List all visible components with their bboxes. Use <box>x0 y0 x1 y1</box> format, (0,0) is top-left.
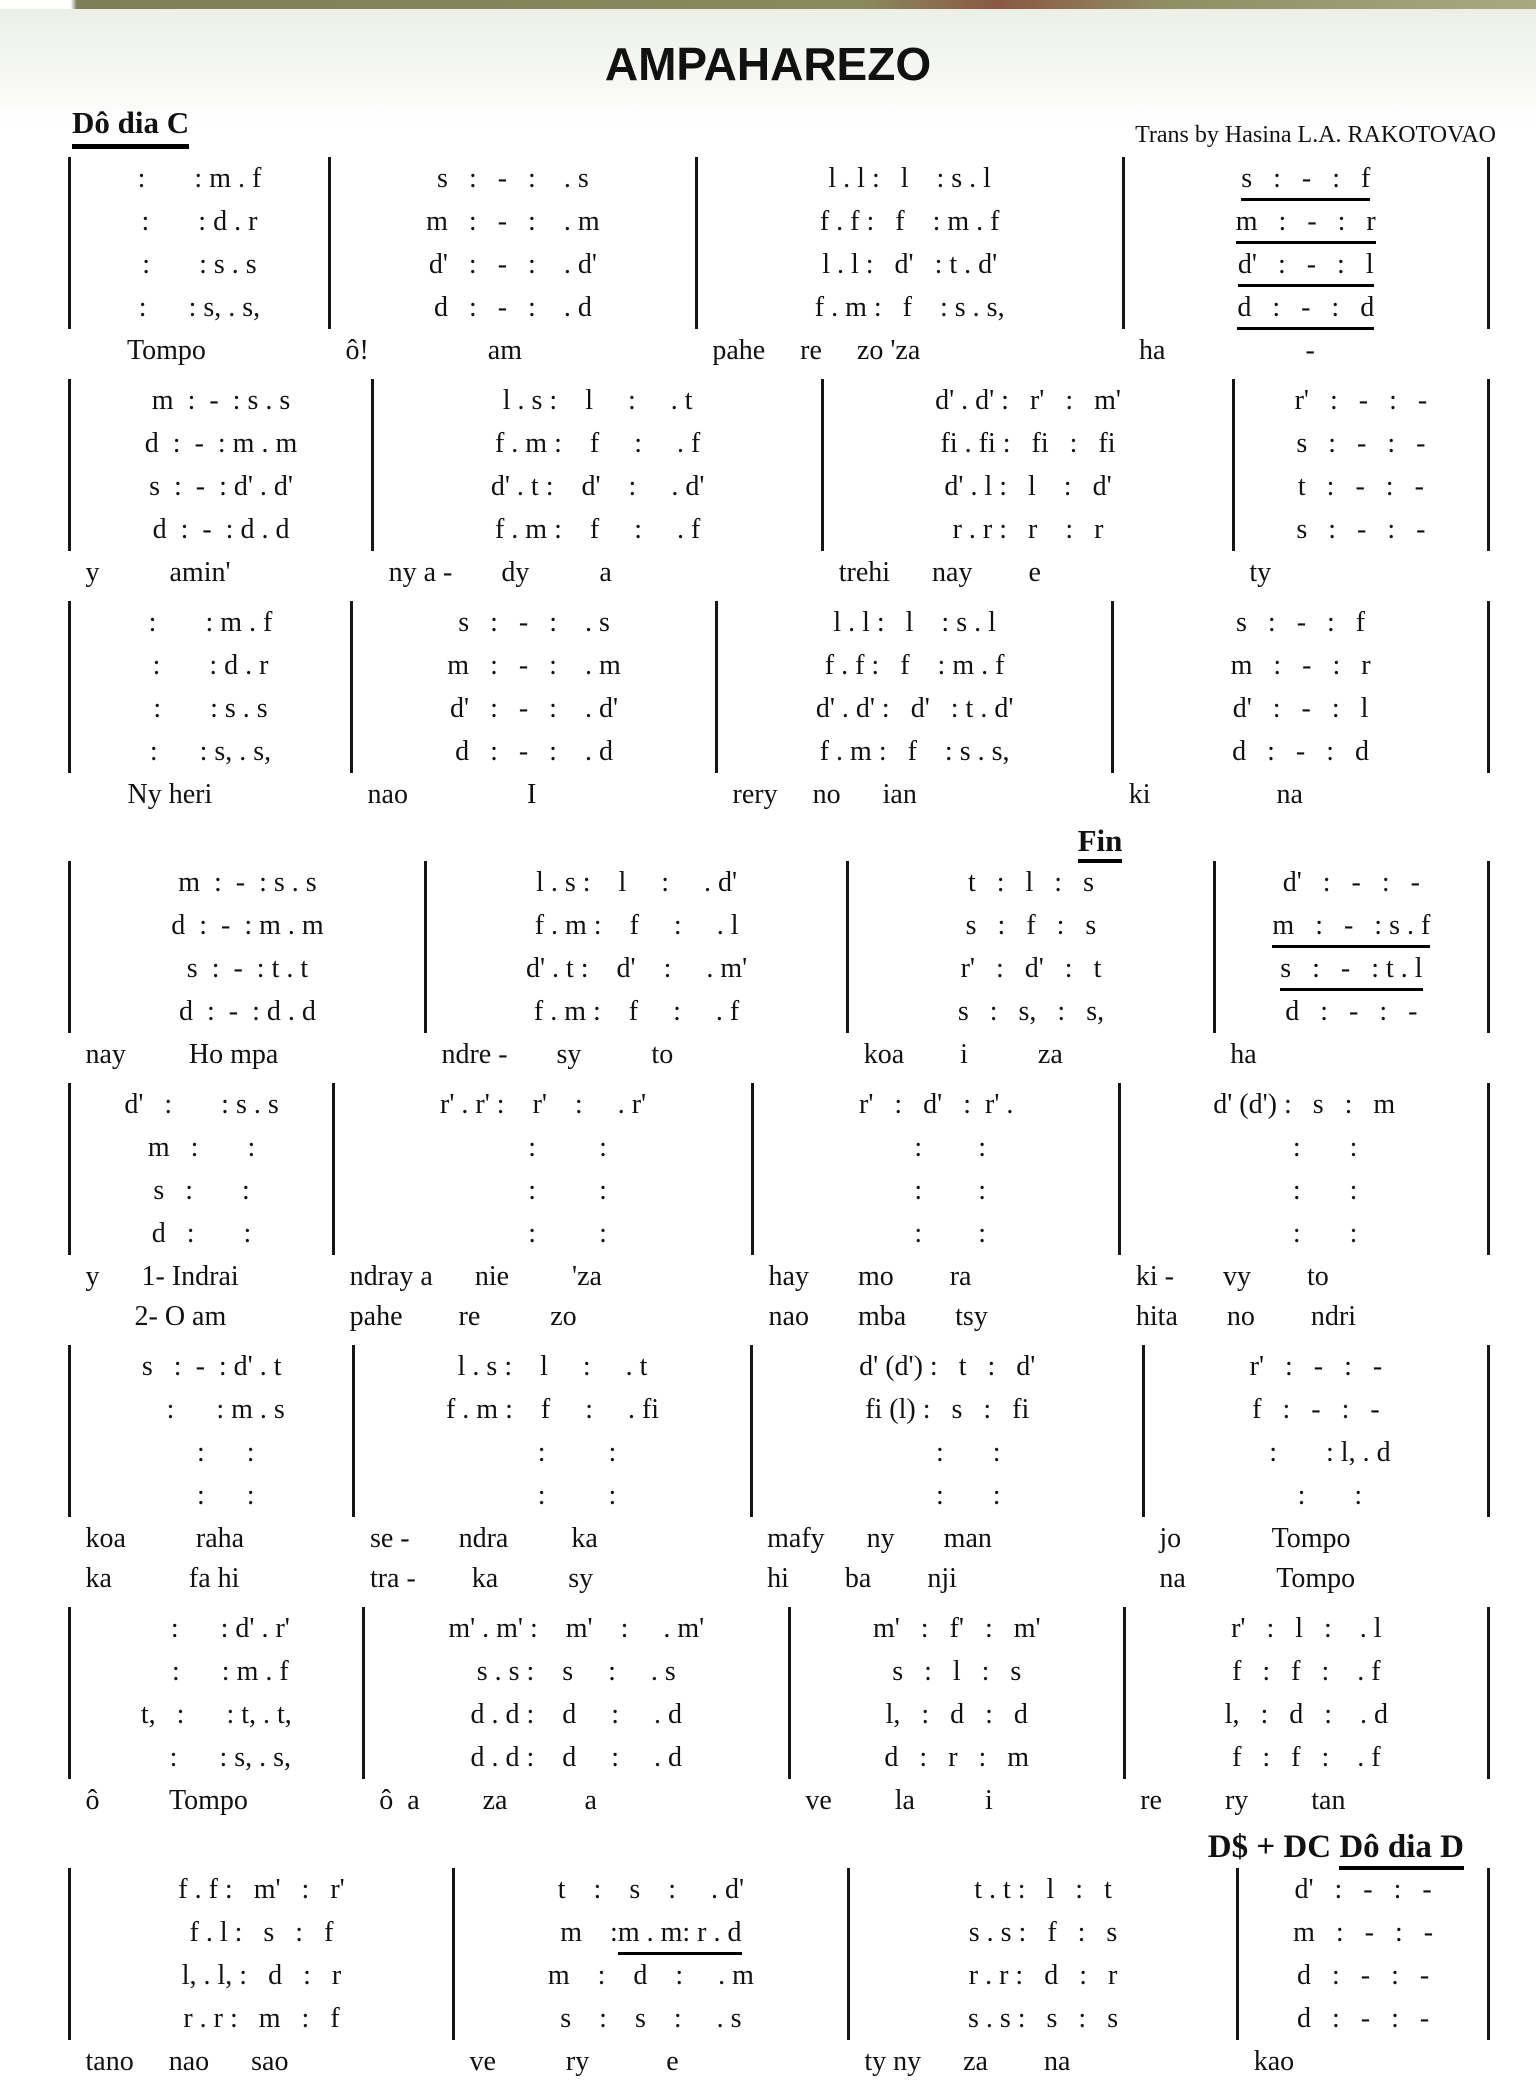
measure-voice-cell: m : - : . m <box>352 644 717 687</box>
measure-voice-cell: : : s, . s, <box>70 1736 364 1779</box>
measure-voice-cell: m' . m' : m' : . m' <box>363 1607 789 1650</box>
measure-voice-cell: f . m : f : s . s, <box>696 286 1123 329</box>
measure-voice-cell: l, . l, : d : r <box>70 1954 454 1997</box>
measure-voice-cell: m : - : s . s <box>70 379 373 422</box>
measure-voice-cell: r' : - : - <box>1143 1345 1488 1388</box>
measure-voice-cell: : : <box>1120 1126 1489 1169</box>
solfa-system <box>68 1607 1490 1821</box>
measure-voice-cell: s : - : . s <box>352 601 717 644</box>
measure-voice-cell: s : - : t . l <box>1214 947 1488 990</box>
measure-voice-cell: f . f : f : m . f <box>696 200 1123 243</box>
measure-voice-cell: fi . fi : fi : fi <box>823 422 1234 465</box>
measure-voice-cell: d' : - : . d' <box>352 687 717 730</box>
measure-voice-cell: f : - : - <box>1143 1388 1488 1431</box>
measure-voice-cell: d . d : d : . d <box>363 1736 789 1779</box>
solfa-system <box>68 861 1490 1075</box>
measure-voice-cell: m : - : r <box>1123 200 1488 243</box>
lyric-cell: na Tompo <box>1159 1563 1356 1594</box>
lyric-cell: hita no ndri <box>1135 1301 1356 1332</box>
measure-voice-cell: f : f : . f <box>1124 1650 1488 1693</box>
measure-voice-cell: l . s : l : . t <box>373 379 823 422</box>
lyric-cell: tano nao sao <box>85 2046 289 2077</box>
lyric-cell: se - ndra ka <box>369 1523 598 1554</box>
section-label-dc: D$ + DC Dô dia D <box>68 1829 1490 1866</box>
lyric-cell: ty ny za na <box>864 2046 1071 2077</box>
transcriber-credit: Trans by Hasina L.A. RAKOTOVAO <box>1135 122 1496 148</box>
measure-voice-cell: s . s : s : s <box>848 1997 1237 2040</box>
measure-voice-cell: l . s : l : . d' <box>425 861 847 904</box>
measure-voice-cell: d' . t : d' : . d' <box>373 465 823 508</box>
lyric-cell: ndray a nie 'za <box>349 1261 602 1292</box>
measure-voice-cell: d . d : d : . d <box>363 1693 789 1736</box>
lyric-cell: y 1- Indrai <box>85 1261 239 1292</box>
measure-voice-cell: : : <box>354 1474 751 1517</box>
lyric-cell: pahe re zo <box>349 1301 577 1332</box>
measure-voice-cell: d : - : d <box>1113 730 1489 773</box>
measure-voice-cell: l, : d : . d <box>1124 1693 1488 1736</box>
measure-voice-cell: d : r : m <box>789 1736 1124 1779</box>
measure-voice-cell: t : l : s <box>848 861 1215 904</box>
measure-voice-cell: : : <box>753 1169 1120 1212</box>
measure-voice-cell: t . t : l : t <box>848 1868 1237 1911</box>
measure-voice-cell: r' . r' : r' : . r' <box>334 1083 753 1126</box>
measure-voice-cell: f . m : f : . fi <box>354 1388 751 1431</box>
measure-voice-cell: : : s, . s, <box>70 286 330 329</box>
measure-voice-cell: d : - : - <box>1238 1954 1489 1997</box>
lyric-cell: nao mba tsy <box>768 1301 988 1332</box>
lyric-cell: jo Tompo <box>1159 1523 1351 1554</box>
sheet-page <box>0 9 1536 2082</box>
measure-voice-cell: l . l : l : s . l <box>717 601 1113 644</box>
lyric-cell: Tompo <box>85 335 206 366</box>
measure-voice-cell: l, : d : d <box>789 1693 1124 1736</box>
measure-voice-cell: s : - : . s <box>329 157 696 200</box>
measure-voice-cell: s : - : t . t <box>70 947 426 990</box>
lyric-cell: trehi nay e <box>838 557 1041 588</box>
measure-voice-cell: m :m . m: r . d <box>453 1911 848 1954</box>
measure-voice-cell: f . l : s : f <box>70 1911 454 1954</box>
measure-voice-cell: d : - : m . m <box>70 904 426 947</box>
measure-voice-cell: : : d . r <box>70 644 352 687</box>
lyric-cell: ô! am <box>345 335 522 366</box>
measure-voice-cell: m' : f' : m' <box>789 1607 1124 1650</box>
measure-voice-cell: s : l : s <box>789 1650 1124 1693</box>
measure-voice-cell: d : - : - <box>1238 1997 1489 2040</box>
measure-voice-cell: : : <box>70 1431 354 1474</box>
measure-voice-cell: d' : - : l <box>1113 687 1489 730</box>
measure-voice-cell: t, : : t, . t, <box>70 1693 364 1736</box>
measure-voice-cell: : : <box>70 1474 354 1517</box>
measure-voice-cell: r' : d' : r' . <box>753 1083 1120 1126</box>
measure-voice-cell: d' . d' : r' : m' <box>823 379 1234 422</box>
lyric-cell: koa raha <box>85 1523 245 1554</box>
measure-voice-cell: s : - : d' . t <box>70 1345 354 1388</box>
lyric-cell: nay Ho mpa <box>85 1039 279 1070</box>
measure-voice-cell: d' . d' : d' : t . d' <box>717 687 1113 730</box>
measure-voice-cell: t : - : - <box>1233 465 1488 508</box>
measure-voice-cell: d : - : m . m <box>70 422 373 465</box>
measure-voice-cell: f . m : f : s . s, <box>717 730 1113 773</box>
measure-voice-cell: : : d' . r' <box>70 1607 364 1650</box>
measure-voice-cell: : : <box>354 1431 751 1474</box>
lyric-cell: ve la i <box>805 1785 993 1816</box>
measure-voice-cell: d : - : . d <box>329 286 696 329</box>
measure-voice-cell: : : s . s <box>70 687 352 730</box>
measure-voice-cell: d' (d') : s : m <box>1120 1083 1489 1126</box>
lyric-cell: ndre - sy to <box>441 1039 674 1070</box>
measure-voice-cell: : : <box>751 1474 1143 1517</box>
measure-voice-cell: s . s : s : . s <box>363 1650 789 1693</box>
measure-voice-cell: s : s, : s, <box>848 990 1215 1033</box>
lyric-cell: 2- O am <box>85 1301 227 1332</box>
measure-voice-cell: f . m : f : . f <box>373 422 823 465</box>
lyric-cell: mafy ny man <box>767 1523 992 1554</box>
key-signature-label: Dô dia C <box>72 105 189 149</box>
measure-voice-cell: : : <box>334 1126 753 1169</box>
lyric-cell: ki - vy to <box>1135 1261 1329 1292</box>
measure-voice-cell: d' : - : . d' <box>329 243 696 286</box>
measure-voice-cell: r . r : d : r <box>848 1954 1237 1997</box>
measure-voice-cell: s : - : d' . d' <box>70 465 373 508</box>
measure-voice-cell: t : s : . d' <box>453 1868 848 1911</box>
lyric-cell: ha <box>1230 1039 1257 1070</box>
lyric-cell: rery no ian <box>732 779 917 810</box>
measure-voice-cell: : : <box>753 1126 1120 1169</box>
measure-voice-cell: d : - : d . d <box>70 508 373 551</box>
lyric-cell: ka fa hi <box>85 1563 240 1594</box>
measure-voice-cell: l . l : d' : t . d' <box>696 243 1123 286</box>
measure-voice-cell: r . r : r : r <box>823 508 1234 551</box>
measure-voice-cell: d' : - : l <box>1123 243 1488 286</box>
measure-voice-cell: d' . l : l : d' <box>823 465 1234 508</box>
measure-voice-cell: d : - : - <box>1214 990 1488 1033</box>
measure-voice-cell: s . s : f : s <box>848 1911 1237 1954</box>
measure-voice-cell: d : : <box>70 1212 334 1255</box>
measure-voice-cell: s : - : f <box>1113 601 1489 644</box>
measure-voice-cell: fi (l) : s : fi <box>751 1388 1143 1431</box>
measure-voice-cell: : : m . f <box>70 157 330 200</box>
measure-voice-cell: : : <box>1143 1474 1488 1517</box>
measure-voice-cell: m : - : r <box>1113 644 1489 687</box>
lyric-cell: hi ba nji <box>767 1563 957 1594</box>
lyric-cell: tra - ka sy <box>369 1563 594 1594</box>
measure-voice-cell: s : f : s <box>848 904 1215 947</box>
measure-voice-cell: f . f : f : m . f <box>717 644 1113 687</box>
song-title: AMPAHAREZO <box>604 38 932 90</box>
measure-voice-cell: d' (d') : t : d' <box>751 1345 1143 1388</box>
measure-voice-cell: f . m : f : . l <box>425 904 847 947</box>
lyric-cell: ny a - dy a <box>388 557 612 588</box>
lyric-cell: y amin' <box>85 557 231 588</box>
measure-voice-cell: s : - : f <box>1123 157 1488 200</box>
measure-voice-cell: : : <box>753 1212 1120 1255</box>
measure-voice-cell: d : - : d . d <box>70 990 426 1033</box>
measure-voice-cell: r' : l : . l <box>1124 1607 1488 1650</box>
solfa-system <box>68 601 1490 815</box>
solfa-system <box>68 1345 1490 1599</box>
section-label-fin: Fin <box>1078 823 1490 859</box>
measure-voice-cell: l . l : l : s . l <box>696 157 1123 200</box>
systems <box>0 157 1536 2082</box>
measure-voice-cell: m : - : . m <box>329 200 696 243</box>
lyric-cell: pahe re zo 'za <box>712 335 921 366</box>
measure-voice-cell: : : m . f <box>70 1650 364 1693</box>
measure-voice-cell: f : f : . f <box>1124 1736 1488 1779</box>
measure-voice-cell: : : m . s <box>70 1388 354 1431</box>
measure-voice-cell: m : - : s . s <box>70 861 426 904</box>
lyric-cell: ô Tompo <box>85 1785 248 1816</box>
measure-voice-cell: d' . t : d' : . m' <box>425 947 847 990</box>
measure-voice-cell: d : - : . d <box>352 730 717 773</box>
measure-voice-cell: r . r : m : f <box>70 1997 454 2040</box>
measure-voice-cell: d' : - : - <box>1238 1868 1489 1911</box>
lyric-cell: ha - <box>1139 335 1315 366</box>
measure-voice-cell: : : l, . d <box>1143 1431 1488 1474</box>
measure-voice-cell: : : <box>1120 1212 1489 1255</box>
solfa-system <box>68 157 1490 371</box>
solfa-system <box>68 1868 1490 2082</box>
measure-voice-cell: m : - : - <box>1238 1911 1489 1954</box>
measure-voice-cell: d' : - : - <box>1214 861 1488 904</box>
measure-voice-cell: : : m . f <box>70 601 352 644</box>
measure-voice-cell: m : d : . m <box>453 1954 848 1997</box>
measure-voice-cell: l . s : l : . t <box>354 1345 751 1388</box>
lyric-cell: ve ry e <box>469 2046 679 2077</box>
measure-voice-cell: : : <box>751 1431 1143 1474</box>
lyric-cell: ki na <box>1128 779 1303 810</box>
lyric-cell: ô a za a <box>379 1785 597 1816</box>
measure-voice-cell: f . m : f : . f <box>373 508 823 551</box>
lyric-cell: nao I <box>367 779 537 810</box>
scan-top-border <box>0 0 1536 9</box>
measure-voice-cell: s : s : . s <box>453 1997 848 2040</box>
measure-voice-cell: d : - : d <box>1123 286 1488 329</box>
measure-voice-cell: r' : d' : t <box>848 947 1215 990</box>
measure-voice-cell: m : - : s . f <box>1214 904 1488 947</box>
measure-voice-cell: s : - : - <box>1233 422 1488 465</box>
measure-voice-cell: s : : <box>70 1169 334 1212</box>
lyric-cell: Ny heri <box>85 779 213 810</box>
lyric-cell: kao <box>1253 2046 1295 2077</box>
measure-voice-cell: m : : <box>70 1126 334 1169</box>
measure-voice-cell: : : s, . s, <box>70 730 352 773</box>
header-row <box>0 105 1536 157</box>
measure-voice-cell: : : <box>1120 1169 1489 1212</box>
lyric-cell: re ry tan <box>1140 1785 1346 1816</box>
measure-voice-cell: : : s . s <box>70 243 330 286</box>
measure-voice-cell: : : <box>334 1169 753 1212</box>
measure-voice-cell: f . f : m' : r' <box>70 1868 454 1911</box>
lyric-cell: hay mo ra <box>768 1261 972 1292</box>
measure-voice-cell: f . m : f : . f <box>425 990 847 1033</box>
measure-voice-cell: s : - : - <box>1233 508 1488 551</box>
measure-voice-cell: r' : - : - <box>1233 379 1488 422</box>
solfa-system <box>68 379 1490 593</box>
lyric-cell: ty <box>1249 557 1272 588</box>
solfa-system <box>68 1083 1490 1337</box>
measure-voice-cell: : : d . r <box>70 200 330 243</box>
lyric-cell: koa i za <box>863 1039 1063 1070</box>
measure-voice-cell: d' : : s . s <box>70 1083 334 1126</box>
measure-voice-cell: : : <box>334 1212 753 1255</box>
